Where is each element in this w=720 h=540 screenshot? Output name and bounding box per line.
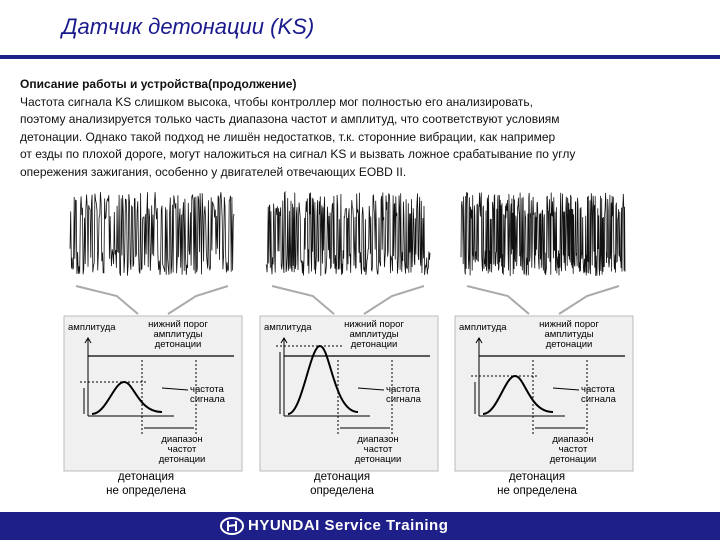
description-line: поэтому анализируется только часть диапазона частот и амплитуд, что соответствуют условиям	[20, 112, 560, 126]
funnel-arrow	[272, 286, 424, 314]
threshold-label: нижний порог	[148, 319, 208, 330]
frequency-label: частота	[386, 384, 420, 395]
result-label: не определена	[106, 485, 186, 497]
frequency-label: сигнала	[190, 394, 225, 405]
diagram-panel-1	[62, 182, 252, 507]
description-line: Частота сигнала KS слишком высока, чтобы контроллер мог полностью его анализировать,	[20, 94, 533, 109]
knock-diagram	[453, 182, 643, 507]
knock-diagram	[258, 182, 448, 507]
range-label: диапазон	[161, 434, 203, 445]
result-label: детонация	[313, 471, 371, 483]
range-label: диапазон	[552, 434, 594, 445]
diagram-panel-3	[453, 182, 643, 507]
description-line: от езды по плохой дороге, могут наложиться на сигнал KS и вызвать ложное срабатывание по углу	[20, 147, 576, 161]
footer-brand: HYUNDAI Service Training	[248, 517, 449, 534]
range-label: диапазон	[357, 434, 399, 445]
frequency-label: частота	[581, 384, 615, 395]
description-heading: Описание работы и устройства(продолжение)	[20, 77, 297, 91]
threshold-label: детонации	[350, 339, 398, 350]
description-line: опережения зажигания, особенно у двигателей отвечающих EOBD II.	[20, 164, 407, 179]
knock-diagram	[62, 182, 252, 507]
threshold-label: нижний порог	[539, 319, 599, 330]
footer-bar	[0, 512, 720, 540]
amplitude-label: амплитуда	[68, 322, 116, 333]
threshold-label: амплитуды	[349, 329, 399, 340]
threshold-label: амплитуды	[544, 329, 594, 340]
range-label: частот	[363, 444, 393, 455]
diagram-panel-2	[258, 182, 448, 507]
frequency-label: сигнала	[386, 394, 421, 405]
title-rule	[0, 55, 720, 59]
range-label: частот	[167, 444, 197, 455]
result-label: детонация	[117, 471, 175, 483]
amplitude-label: амплитуда	[264, 322, 312, 333]
funnel-arrow	[76, 286, 228, 314]
range-label: детонации	[549, 454, 597, 465]
slide-title: Датчик детонации (KS)	[62, 14, 315, 39]
description-line: детонации. Однако такой подход не лишён недостатков, т.к. сторонние вибрации, как например	[20, 129, 556, 144]
amplitude-label: амплитуда	[459, 322, 507, 333]
range-label: детонации	[354, 454, 402, 465]
result-label: определена	[310, 485, 374, 497]
frequency-label: частота	[190, 384, 224, 395]
funnel-arrow	[467, 286, 619, 314]
threshold-label: нижний порог	[344, 319, 404, 330]
threshold-label: детонации	[545, 339, 593, 350]
result-label: не определена	[497, 485, 577, 497]
description	[20, 76, 710, 181]
threshold-label: детонации	[154, 339, 202, 350]
frequency-label: сигнала	[581, 394, 616, 405]
range-label: детонации	[158, 454, 206, 465]
range-label: частот	[558, 444, 588, 455]
result-label: детонация	[508, 471, 566, 483]
threshold-label: амплитуды	[153, 329, 203, 340]
hyundai-logo-icon	[220, 517, 244, 535]
